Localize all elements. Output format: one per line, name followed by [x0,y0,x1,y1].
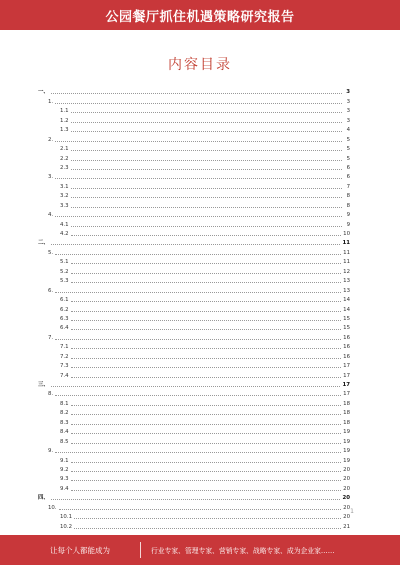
toc-entry[interactable] [38,492,350,501]
toc-entry[interactable] [38,360,350,369]
toc-leader-dots [55,338,341,340]
toc-entry-page: 8 [346,202,350,209]
toc-leader-dots [55,215,342,217]
toc-entry-page: 19 [343,457,350,464]
toc-entry-number: 7.2 [60,353,69,360]
toc-leader-dots [71,413,342,415]
toc-entry[interactable] [38,407,350,416]
toc-leader-dots [55,177,342,179]
toc-entry-page: 16 [343,353,350,360]
toc-entry-number: 10.2 [60,523,73,530]
toc-entry-number: 5.2 [60,268,69,275]
toc-entry-number: 8.4 [60,429,69,436]
toc-leader-dots [74,517,341,519]
toc-leader-dots [59,508,342,510]
toc-entry[interactable] [38,171,350,180]
toc-leader-dots [71,196,342,198]
toc-entry-number: 8.3 [60,419,69,426]
toc-entry-number: 6.1 [60,297,69,304]
toc-entry-page: 20 [343,476,350,483]
toc-entry[interactable] [38,143,350,152]
toc-entry[interactable] [38,162,350,171]
toc-entry-number: 7.3 [60,363,69,370]
toc-entry-page: 19 [343,429,350,436]
toc-entry-page: 10 [343,231,350,237]
toc-entry[interactable] [38,265,350,274]
toc-leader-dots [71,121,342,123]
toc-entry-page: 16 [343,334,350,341]
toc-entry[interactable] [38,133,350,142]
toc-entry-number: 4.1 [60,221,69,228]
toc-leader-dots [71,489,342,491]
toc-leader-dots [51,498,341,500]
toc-leader-dots [71,310,342,312]
toc-entry-number: 9.3 [60,476,69,483]
toc-entry-number: 3. [48,174,54,181]
toc-entry-page: 5 [346,155,350,162]
toc-entry-page: 18 [343,419,350,426]
toc-leader-dots [71,225,342,227]
toc-entry-number: 三、 [38,382,49,388]
toc-leader-dots [71,357,342,359]
report-title: 公园餐厅抓住机遇策略研究报告 [105,9,295,25]
toc-entry-number: 10. [48,504,57,511]
toc-entry[interactable] [38,388,350,397]
toc-entry-number: 二、 [38,240,49,247]
toc-entry-page: 5 [346,146,350,153]
toc-entry-page: 6 [346,164,350,171]
toc-entry-number: 四、 [38,495,49,502]
toc-leader-dots [51,92,342,94]
toc-entry-page: 17 [343,363,350,370]
toc-entry-number: 一、 [38,89,49,96]
toc-entry-page: 3 [346,89,350,96]
toc-leader-dots [71,111,342,113]
toc-entry-page: 17 [343,391,350,398]
toc-entry[interactable] [38,445,350,454]
toc-leader-dots [55,451,341,453]
toc-leader-dots [71,262,342,264]
toc-entry[interactable] [38,228,350,237]
toc-entry-page: 17 [342,382,350,388]
toc-entry-number: 7.4 [60,372,69,379]
toc-leader-dots [71,347,342,349]
toc-entry[interactable] [38,294,350,303]
toc-entry-number: 3.1 [60,183,69,190]
toc-entry[interactable] [38,482,350,491]
toc-entry[interactable] [38,464,350,473]
toc-entry[interactable] [38,114,350,123]
toc-entry[interactable] [38,218,350,227]
toc-entry[interactable] [38,199,350,208]
toc-heading: 内容目录 [168,57,232,73]
toc-entry-number: 9. [48,448,54,455]
toc-entry[interactable] [38,95,350,104]
toc-entry-number: 8.1 [60,400,69,407]
toc-entry[interactable] [38,190,350,199]
toc-entry-number: 1.2 [60,117,69,124]
toc-leader-dots [71,442,342,444]
toc-entry-page: 3 [346,108,350,115]
toc-entry[interactable] [38,237,350,246]
toc-entry[interactable] [38,322,350,331]
toc-entry-number: 2.3 [60,164,69,171]
toc-entry-page: 8 [346,193,350,200]
toc-entry-number: 1.3 [60,127,69,134]
toc-leader-dots [71,272,342,274]
toc-entry-page: 19 [343,448,350,455]
toc-entry-number: 6.4 [60,325,69,332]
footer-slogan: 让每个人都能成为 [50,545,110,555]
toc-entry-page: 11 [343,249,350,256]
toc-entry[interactable] [38,152,350,161]
toc-entry[interactable] [38,416,350,425]
toc-leader-dots [71,281,342,283]
table-of-contents [38,86,350,530]
toc-entry-number: 4. [48,212,54,219]
toc-leader-dots [71,461,342,463]
footer-divider [140,542,141,558]
toc-leader-dots [71,328,342,330]
toc-entry-number: 5. [48,249,54,256]
toc-leader-dots [71,376,342,378]
toc-entry-page: 17 [343,372,350,379]
toc-entry-number: 6.3 [60,315,69,322]
toc-leader-dots [55,394,341,396]
toc-entry[interactable] [38,86,350,95]
toc-entry-page: 20 [342,495,350,502]
toc-entry[interactable] [38,275,350,284]
toc-leader-dots [55,140,342,142]
toc-entry[interactable] [38,473,350,482]
toc-leader-dots [55,253,341,255]
toc-entry[interactable] [38,209,350,218]
toc-entry-number: 2.1 [60,146,69,153]
toc-entry-page: 3 [346,98,350,105]
toc-entry-number: 4.2 [60,231,69,237]
toc-entry-page: 6 [346,174,350,181]
toc-entry[interactable] [38,180,350,189]
toc-entry-number: 7. [48,334,54,341]
toc-leader-dots [55,102,342,104]
toc-entry-page: 18 [343,400,350,407]
toc-entry[interactable] [38,313,350,322]
toc-entry[interactable] [38,369,350,378]
toc-entry[interactable] [38,454,350,463]
toc-entry-page: 18 [343,410,350,417]
toc-entry[interactable] [38,341,350,350]
toc-entry-number: 3.2 [60,193,69,200]
page-number: 1 [350,508,354,515]
toc-entry[interactable] [38,511,350,520]
toc-entry[interactable] [38,105,350,114]
toc-entry[interactable] [38,124,350,133]
toc-entry[interactable] [38,284,350,293]
header-band [0,0,400,30]
toc-leader-dots [55,291,341,293]
toc-entry-number: 5.1 [60,259,69,266]
footer-band [0,535,400,565]
toc-leader-dots [71,206,342,208]
toc-entry-page: 20 [343,514,350,521]
toc-entry[interactable] [38,379,350,388]
toc-leader-dots [71,159,342,161]
toc-entry-number: 8.5 [60,438,69,445]
toc-entry-number: 2.2 [60,155,69,162]
toc-entry[interactable] [38,256,350,265]
toc-leader-dots [71,187,342,189]
toc-leader-dots [71,404,342,406]
toc-entry-number: 9.2 [60,466,69,473]
toc-entry[interactable] [38,246,350,255]
toc-leader-dots [71,432,342,434]
toc-entry-number: 6.2 [60,306,69,313]
toc-entry-page: 5 [346,136,350,143]
toc-entry-number: 1. [48,98,54,105]
toc-leader-dots [71,168,342,170]
toc-entry-page: 13 [343,278,350,285]
toc-entry[interactable] [38,426,350,435]
toc-leader-dots [71,366,342,368]
toc-entry[interactable] [38,520,350,529]
toc-entry-page: 11 [342,240,350,247]
toc-entry-page: 15 [343,325,350,332]
toc-entry[interactable] [38,501,350,510]
toc-entry-page: 12 [343,268,350,275]
toc-entry-number: 2. [48,136,54,143]
toc-entry-page: 20 [343,466,350,473]
toc-entry-number: 9.4 [60,485,69,492]
toc-entry-page: 21 [343,523,350,530]
toc-entry-number: 9.1 [60,457,69,464]
toc-entry[interactable] [38,350,350,359]
toc-leader-dots [71,479,342,481]
toc-entry-page: 7 [346,183,350,190]
toc-entry-number: 6. [48,287,54,294]
toc-entry-page: 9 [346,212,350,219]
toc-entry[interactable] [38,435,350,444]
toc-entry[interactable] [38,397,350,406]
toc-leader-dots [71,423,342,425]
toc-entry-page: 13 [343,287,350,294]
toc-leader-dots [71,130,342,132]
toc-leader-dots [51,243,341,245]
toc-entry-page: 19 [343,438,350,445]
toc-entry-number: 3.3 [60,202,69,209]
toc-entry-number: 8.2 [60,410,69,417]
footer-tagline: 行业专家、管理专家、营销专家、战略专家、成为企业家…… [151,547,335,555]
toc-leader-dots [71,319,342,321]
toc-entry-number: 1.1 [60,108,69,115]
toc-entry-page: 3 [346,117,350,124]
toc-entry-page: 20 [343,485,350,492]
toc-leader-dots [51,385,341,387]
toc-entry-number: 10.1 [60,514,73,521]
toc-leader-dots [71,234,342,236]
toc-entry[interactable] [38,331,350,340]
toc-entry-page: 14 [343,306,350,313]
toc-entry[interactable] [38,303,350,312]
toc-entry-page: 14 [343,297,350,304]
toc-leader-dots [71,470,342,472]
toc-entry-number: 7.1 [60,344,69,351]
toc-entry-number: 8. [48,391,54,398]
toc-leader-dots [74,527,341,529]
toc-entry-page: 9 [346,221,350,228]
toc-leader-dots [71,300,342,302]
toc-entry-page: 16 [343,344,350,351]
toc-entry-page: 11 [343,259,350,266]
toc-entry-page: 4 [346,127,350,134]
toc-entry-number: 5.3 [60,278,69,285]
toc-entry-page: 15 [343,315,350,322]
toc-entry-page: 20 [343,504,350,511]
toc-leader-dots [71,149,342,151]
